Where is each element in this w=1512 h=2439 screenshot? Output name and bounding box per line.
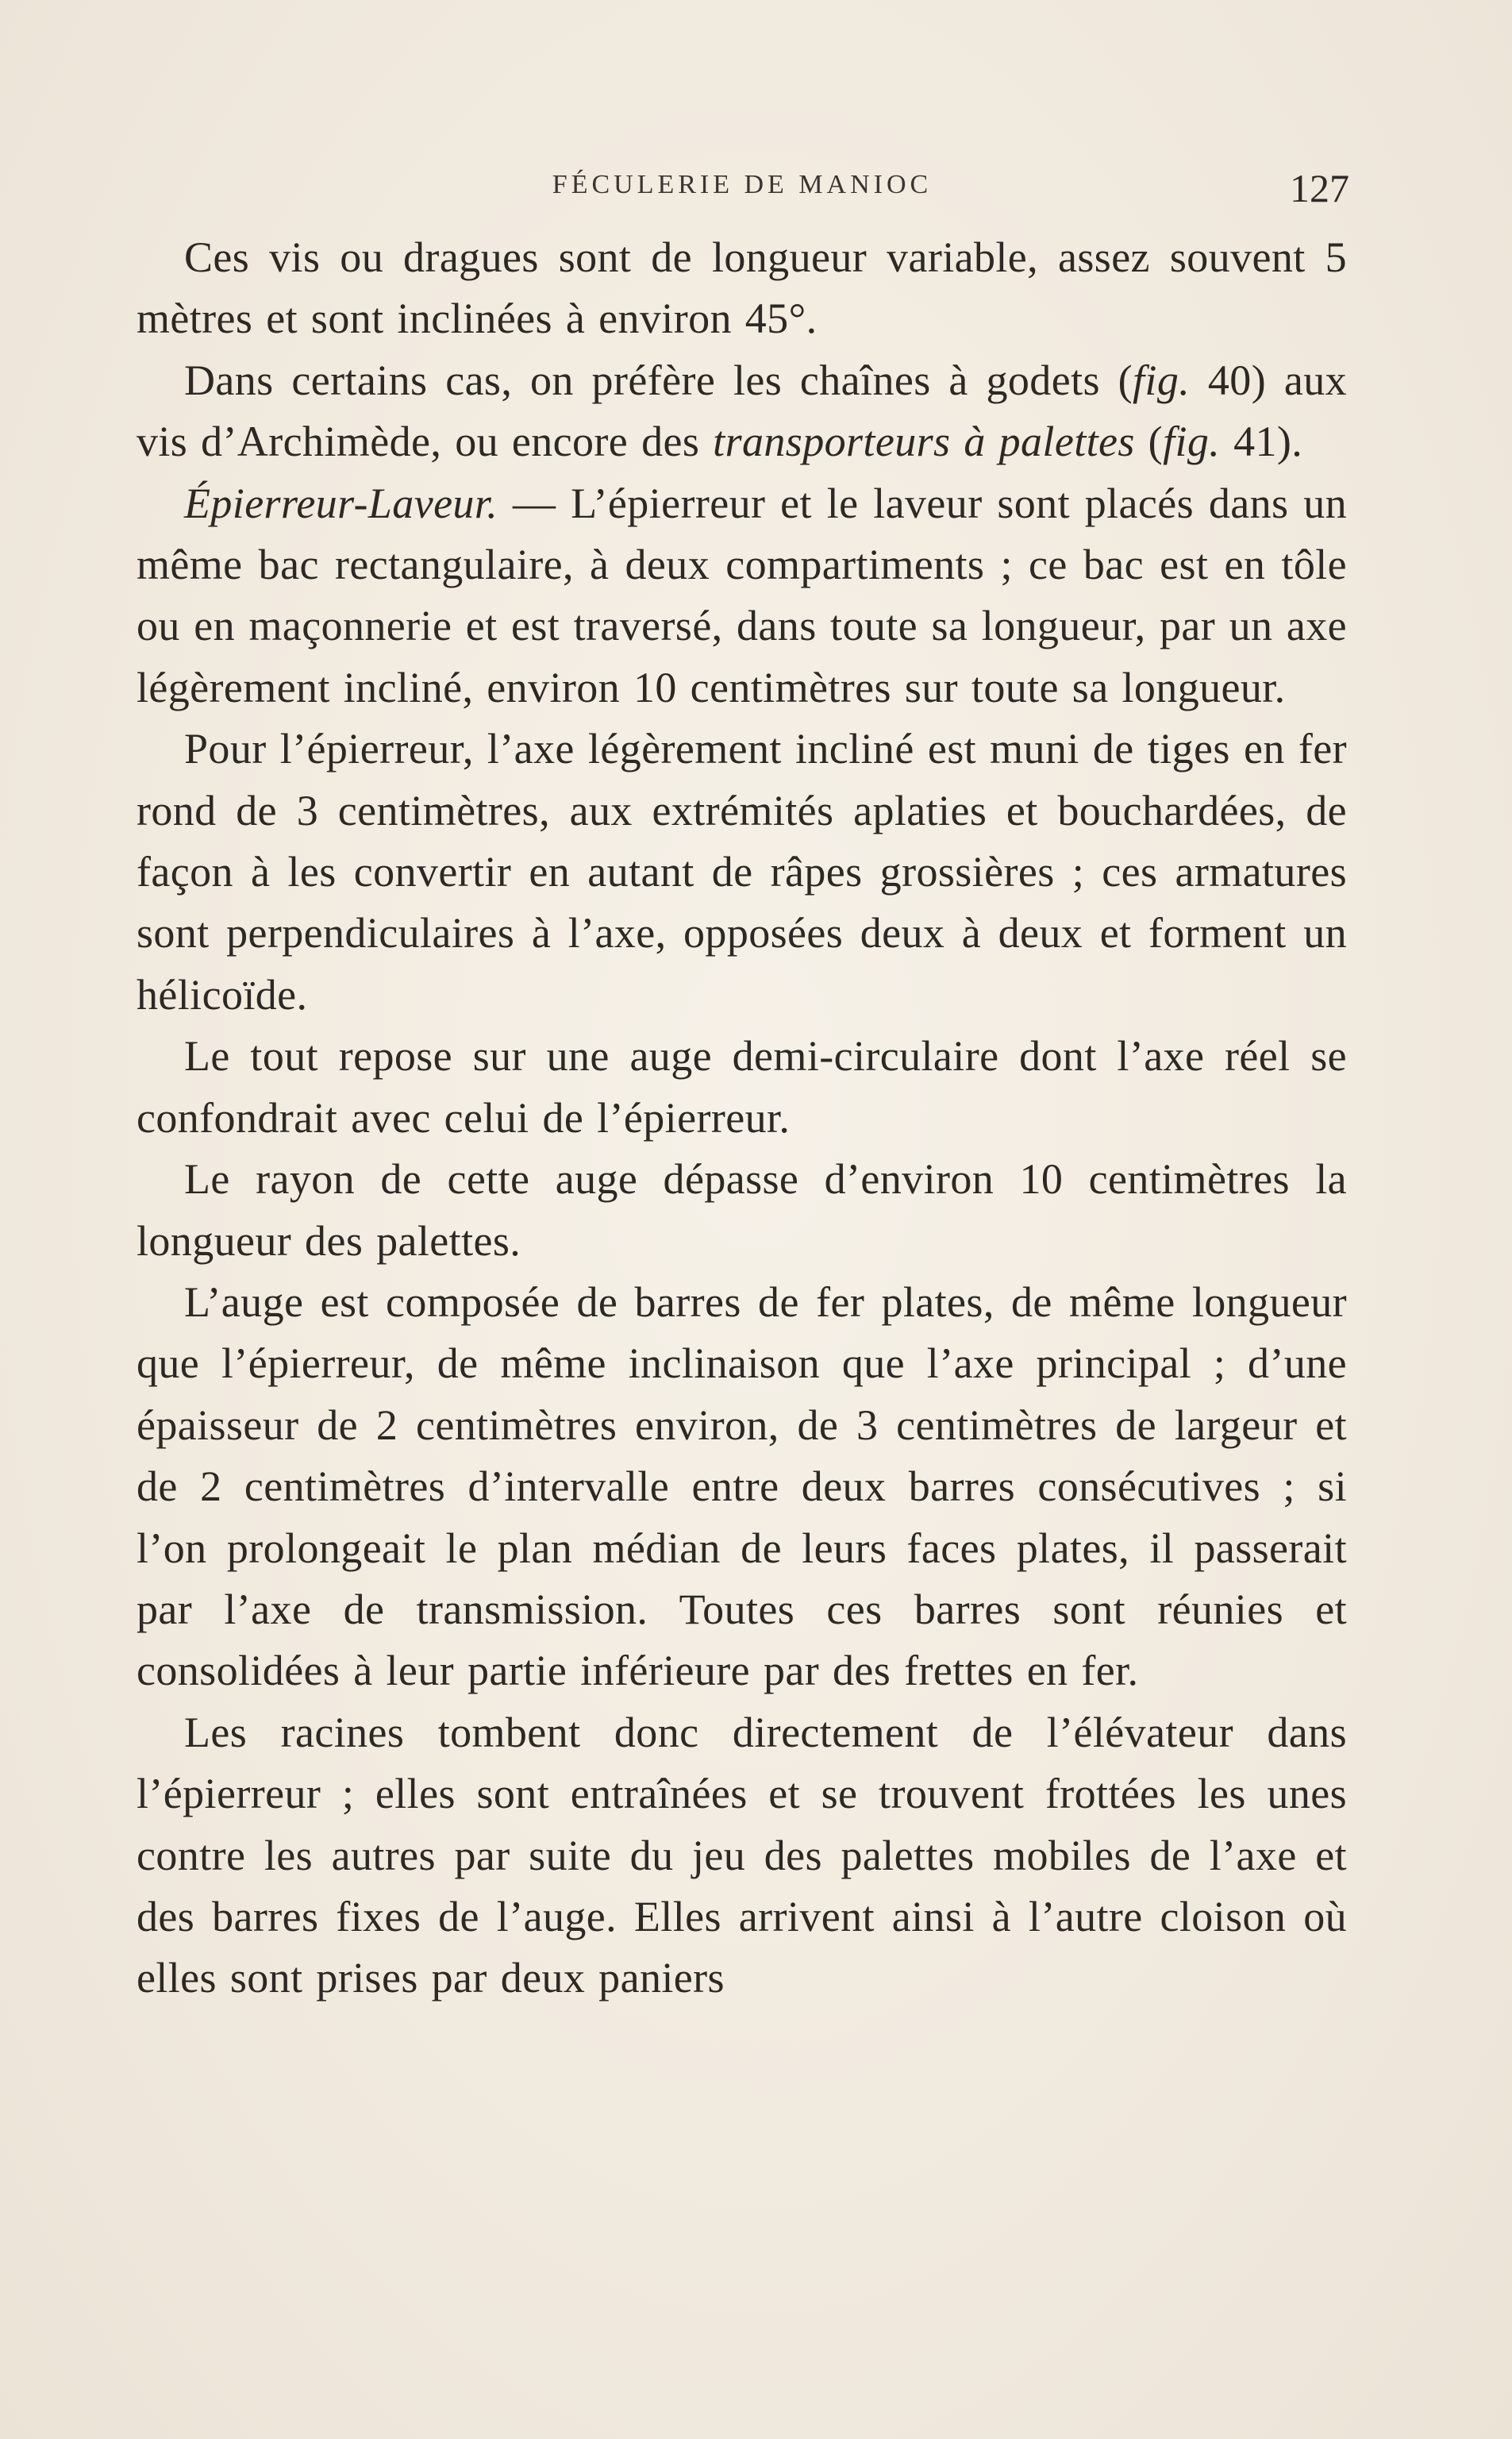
running-title: FÉCULERIE DE MANIOC: [552, 170, 933, 199]
fig-reference: fig.: [1163, 418, 1221, 466]
running-head: [135, 165, 1349, 213]
page-number: 127: [1290, 166, 1349, 210]
paragraph-6: Le rayon de cette auge dépasse d’environ 10 centimètres la longueur des palettes.: [137, 1155, 1347, 1265]
paragraph-5: Le tout repose sur une auge demi-circulaire dont l’axe réel se confondrait avec celui de l’épierreur.: [137, 1032, 1347, 1142]
italic-term: transporteurs à palettes: [713, 418, 1135, 466]
paragraph-7: L’auge est composée de barres de fer plates, de même longueur que l’épierreur, de même inclinaison que l’axe principal ; d’une épaisseur de 2 centimètres environ, de 3 centimètres de largeur et de 2 centimètres d’intervalle entre deux barres consécutives ; si l’on prolongeait le plan médian de leurs faces plates, il passerait par l’axe de transmission. Toutes ces barres sont réunies et consolidées à leur partie inférieure par des frettes en fer.: [137, 1277, 1347, 1695]
fig-reference: fig.: [1133, 356, 1191, 404]
paragraph-2: Dans certains cas, on préfère les chaînes à godets (fig. 40) aux vis d’Archimède, ou encore des transporteurs à palettes (fig. 41).: [137, 356, 1348, 466]
section-lead: Épierreur-Laveur.: [184, 479, 498, 527]
paragraph-3: Épierreur-Laveur. — L’épierreur et le laveur sont placés dans un même bac rectangulaire, à deux compartiments ; ce bac est en tôle ou en maçonnerie et est traversé, dans toute sa longueur, par un axe légèrement incliné, environ 10 centimètres sur toute sa longueur.: [137, 479, 1347, 711]
paragraph-4: Pour l’épierreur, l’axe légèrement incliné est muni de tiges en fer rond de 3 centimètres, aux extrémités aplaties et bouchardées, de façon à les convertir en autant de râpes grossières ; ces armatures sont perpendiculaires à l’axe, opposées deux à deux et forment un hélicoïde.: [137, 725, 1347, 1019]
paragraph-1: Ces vis ou dragues sont de longueur variable, assez souvent 5 mètres et sont inclinées à environ 45°.: [137, 233, 1347, 343]
paragraph-8: Les racines tombent donc directement de l’élévateur dans l’épierreur ; elles sont entraînées et se trouvent frottées les unes contre les autres par suite du jeu des palettes mobiles de l’axe et des barres fixes de l’auge. Elles arrivent ainsi à l’autre cloison où elles sont prises par deux paniers: [137, 1708, 1347, 2002]
body-text: [137, 227, 1347, 2009]
